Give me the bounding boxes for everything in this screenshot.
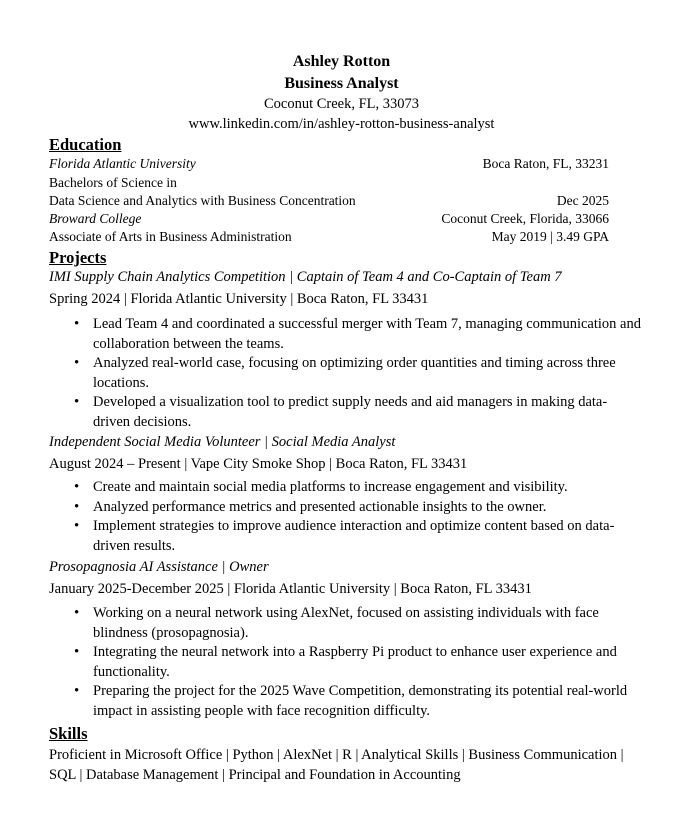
bc-degree: Associate of Arts in Business Administration	[49, 229, 292, 244]
fau-date: Dec 2025	[556, 193, 609, 208]
bullet-item: • Working on a neural network using AlexNet, focused on assisting individuals with face blindness (prosopagnosia).	[93, 604, 641, 643]
project-meta: Spring 2024 | Florida Atlantic University | Boca Raton, FL 33431	[49, 291, 429, 307]
bullet-item: • Preparing the project for the 2025 Wave Competition, demonstrating its potential real-world impact in assisting people with face recognition difficulty.	[93, 682, 641, 721]
project-title: Prosopagnosia AI Assistance | Owner	[49, 559, 269, 575]
bullet-item: • Lead Team 4 and coordinated a successful merger with Team 7, managing communication and collaboration between the teams.	[93, 315, 641, 354]
linkedin-link[interactable]: www.linkedin.com/in/ashley-rotton-business-analyst	[188, 116, 495, 132]
fau-degree-line2: Data Science and Analytics with Business Concentration	[49, 193, 356, 208]
education-heading: Education	[49, 135, 122, 154]
bullet-item: • Create and maintain social media platforms to increase engagement and visibility.	[93, 478, 641, 498]
project-meta: August 2024 – Present | Vape City Smoke Shop | Boca Raton, FL 33431	[49, 456, 468, 472]
projects-heading: Projects	[49, 248, 107, 267]
project-title: Independent Social Media Volunteer | Social Media Analyst	[49, 434, 396, 450]
project-bullets	[93, 315, 641, 432]
project-bullets	[93, 478, 641, 556]
bc-location: Coconut Creek, Florida, 33066	[441, 211, 609, 226]
fau-name: Florida Atlantic University	[49, 156, 196, 171]
bc-name: Broward College	[49, 211, 142, 226]
skills-text: Proficient in Microsoft Office | Python | AlexNet | R | Analytical Skills | Business Communication | SQL | Database Management | Principal and Foundation in Accounting	[49, 747, 624, 783]
bullet-item: • Developed a visualization tool to predict supply needs and aid managers in making data-driven decisions.	[93, 393, 641, 432]
project-bullets	[93, 604, 641, 721]
bullet-item: • Implement strategies to improve audience interaction and optimize content based on data-driven results.	[93, 517, 641, 556]
bullet-item: • Analyzed real-world case, focusing on optimizing order quantities and timing across three locations.	[93, 354, 641, 393]
candidate-name: Ashley Rotton	[292, 53, 391, 70]
bullet-item: • Analyzed performance metrics and presented actionable insights to the owner.	[93, 498, 641, 518]
candidate-location: Coconut Creek, FL, 33073	[263, 96, 420, 112]
skills-heading: Skills	[49, 724, 88, 743]
fau-degree-line1: Bachelors of Science in	[49, 175, 177, 190]
bc-date: May 2019 | 3.49 GPA	[491, 229, 609, 244]
fau-location: Boca Raton, FL, 33231	[482, 156, 609, 171]
project-meta: January 2025-December 2025 | Florida Atlantic University | Boca Raton, FL 33431	[49, 581, 532, 597]
project-title: IMI Supply Chain Analytics Competition | Captain of Team 4 and Co-Captain of Team 7	[49, 269, 562, 285]
bullet-item: • Integrating the neural network into a Raspberry Pi product to enhance user experience and functionality.	[93, 643, 641, 682]
candidate-title: Business Analyst	[284, 75, 399, 92]
